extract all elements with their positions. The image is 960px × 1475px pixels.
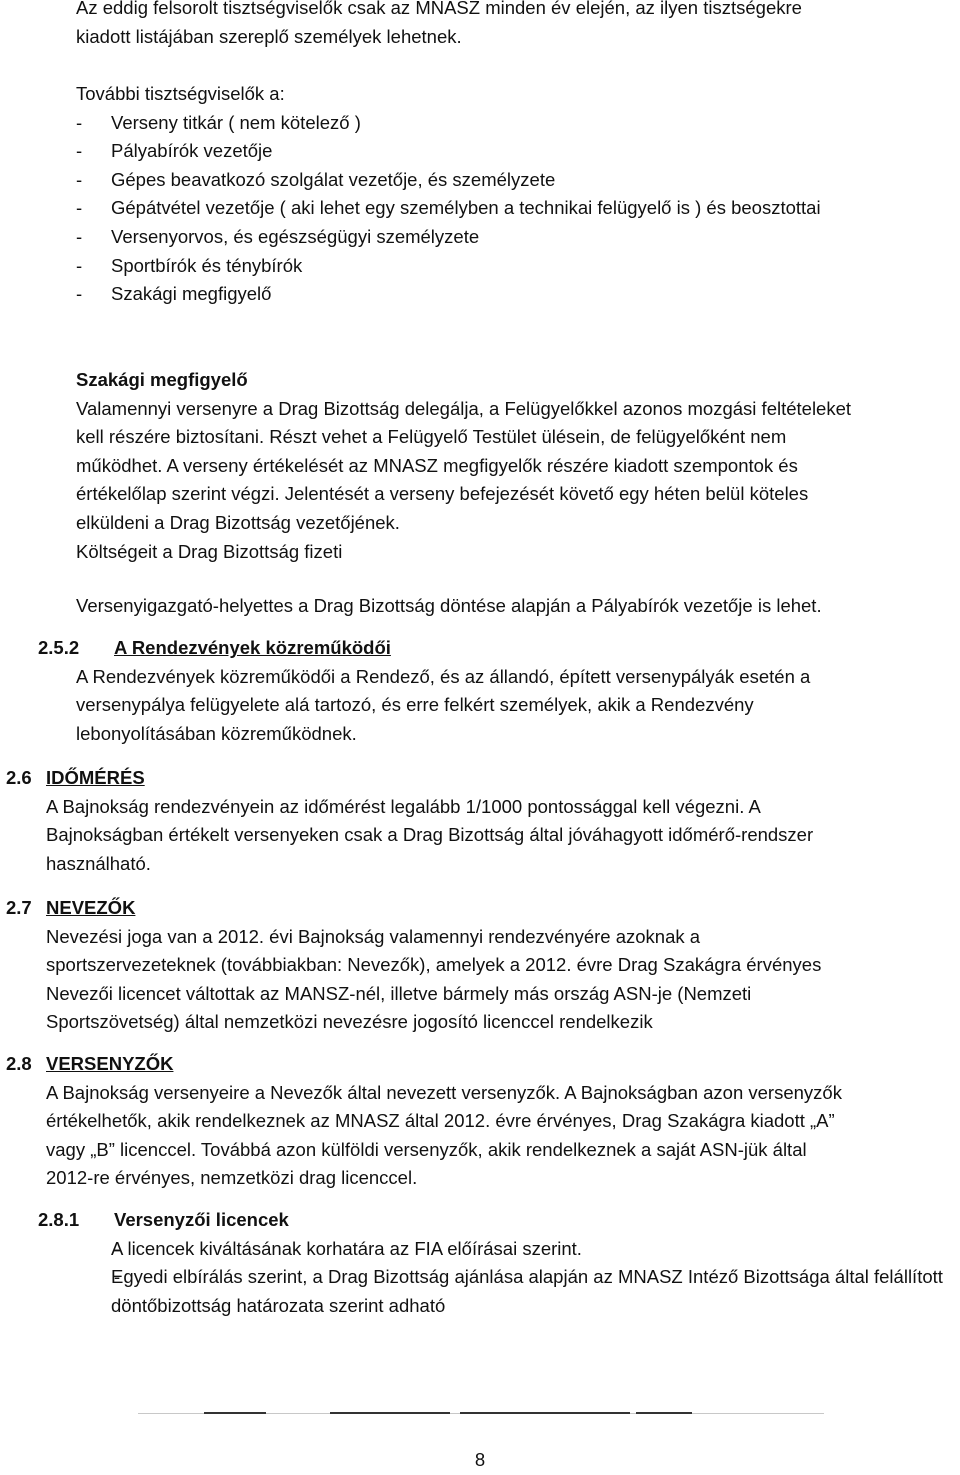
section-header (6, 1050, 946, 1079)
footer-divider (138, 1413, 824, 1414)
body-line: Bajnokságban értékelt versenyeken csak a Drag Bizottság által jóváhagyott időmérő-rendszer (46, 824, 814, 846)
section-title: NEVEZŐK (46, 897, 136, 918)
body-line: lebonyolításában közreműködnek. (76, 722, 357, 744)
section-title: IDŐMÉRÉS (46, 767, 145, 788)
body-line: 2012-re érvényes, nemzetközi drag licenccel. (46, 1167, 418, 1189)
body-line: Valamennyi versenyre a Drag Bizottság delegálja, a Felügyelőkkel azonos mozgási feltételeket (76, 397, 852, 419)
page-number: 8 (474, 1449, 486, 1470)
body-line: használható. (46, 852, 151, 874)
intro-paragraph (76, 0, 956, 51)
body-line: Versenyigazgató-helyettes a Drag Bizottság döntése alapján a Pályabírók vezetője is lehet. (76, 595, 822, 616)
deputy-paragraph (76, 592, 960, 621)
section-number: 2.6 (6, 767, 32, 788)
list-item: - Gépes beavatkozó szolgálat vezetője, és személyzete (38, 166, 956, 195)
body-line: versenypálya felügyelete alá tartozó, és erre felkért személyek, akik a Rendezvény (76, 694, 754, 716)
section-number: 2.5.2 (38, 637, 80, 658)
body-line: értékelőlap szerint végzi. Jelentését a verseny befejezését követő egy héten belül köteles (76, 483, 809, 505)
section-title: Versenyzői licencek (114, 1209, 289, 1230)
section-body (6, 923, 946, 1037)
list-item: - Verseny titkár ( nem kötelező ) (38, 109, 956, 138)
section-number: 2.7 (6, 897, 32, 918)
section-2-7 (6, 894, 946, 1037)
body-line: Nevezési joga van a 2012. évi Bajnokság valamennyi rendezvényére azoknak a (46, 925, 701, 947)
section-2-8 (6, 1050, 946, 1193)
list-item: - Sportbírók és ténybírók (38, 252, 956, 281)
observer-section (76, 366, 960, 566)
section-header (38, 1206, 958, 1235)
body-line: A Bajnokság rendezvényein az időmérést legalább 1/1000 pontossággal kell végezni. A (46, 795, 761, 817)
body-line: Nevezői licencet váltottak az MANSZ-nél, illetve bármely más ország ASN-je (Nemzeti (46, 982, 752, 1004)
section-2-5-2 (38, 634, 938, 748)
section-body (38, 663, 938, 749)
officials-list (38, 109, 956, 309)
list-item: - A licencek kiváltásának korhatára az FIA előírásai szerint. (76, 1235, 958, 1264)
body-line: A Rendezvények közreműködői a Rendező, és az állandó, épített versenypályák esetén a (76, 665, 811, 687)
list-item: - Egyedi elbírálás szerint, a Drag Bizottság ajánlása alapján az MNASZ Intéző Bizottsága által felállított döntőbizottság határozata szerint adható (76, 1263, 958, 1320)
list-item: - Szakági megfigyelő (38, 280, 956, 309)
body-line: működhet. A verseny értékelését az MNASZ megfigyelők részére kiadott szempontok és (76, 454, 798, 476)
section-2-6 (6, 764, 946, 878)
list-item: - Pályabírók vezetője (38, 137, 956, 166)
section-title: Szakági megfigyelő (76, 369, 248, 390)
body-line: kell részére biztosítani. Részt vehet a Felügyelő Testület ülésein, de felügyelőként nem (76, 426, 787, 448)
body-line: A Bajnokság versenyeire a Nevezők által nevezett versenyzők. A Bajnokságban azon versenyzők (46, 1081, 842, 1103)
further-officials (76, 80, 956, 309)
body-line: Költségeit a Drag Bizottság fizeti (76, 540, 343, 562)
further-heading: További tisztségviselők a: (76, 83, 285, 104)
body-line: elküldeni a Drag Bizottság vezetőjének. (76, 511, 400, 533)
section-body (6, 1079, 946, 1193)
list-item: - Versenyorvos, és egészségügyi személyzete (38, 223, 956, 252)
intro-line: kiadott listájában szereplő személyek lehetnek. (76, 25, 462, 47)
section-header (6, 764, 946, 793)
body-line: értékelhetők, akik rendelkeznek az MNASZ által 2012. évre érvényes, Drag Szakágra kiadott „A” (46, 1110, 835, 1132)
body-line: Sportszövetség) által nemzetközi nevezésre jogosító licenccel rendelkezik (46, 1011, 653, 1033)
section-number: 2.8.1 (38, 1209, 80, 1230)
section-body (6, 793, 946, 879)
section-header (6, 894, 946, 923)
body-line: sportszervezeteknek (továbbiakban: Nevezők), amelyek a 2012. évre Drag Szakágra érvényes (46, 954, 822, 976)
list-item: - Gépátvétel vezetője ( aki lehet egy személyben a technikai felügyelő is ) és beosztottai (38, 194, 956, 223)
intro-line: Az eddig felsorolt tisztségviselők csak az MNASZ minden év elején, az ilyen tisztségekre (76, 0, 802, 18)
section-2-8-1 (38, 1206, 958, 1320)
licence-list (76, 1235, 958, 1321)
section-title: VERSENYZŐK (46, 1053, 174, 1074)
body-line: vagy „B” licenccel. Továbbá azon külföldi versenyzők, akik rendelkeznek a saját ASN-jük által (46, 1138, 807, 1160)
section-title: A Rendezvények közreműködői (114, 637, 391, 658)
section-header (38, 634, 938, 663)
section-number: 2.8 (6, 1053, 32, 1074)
